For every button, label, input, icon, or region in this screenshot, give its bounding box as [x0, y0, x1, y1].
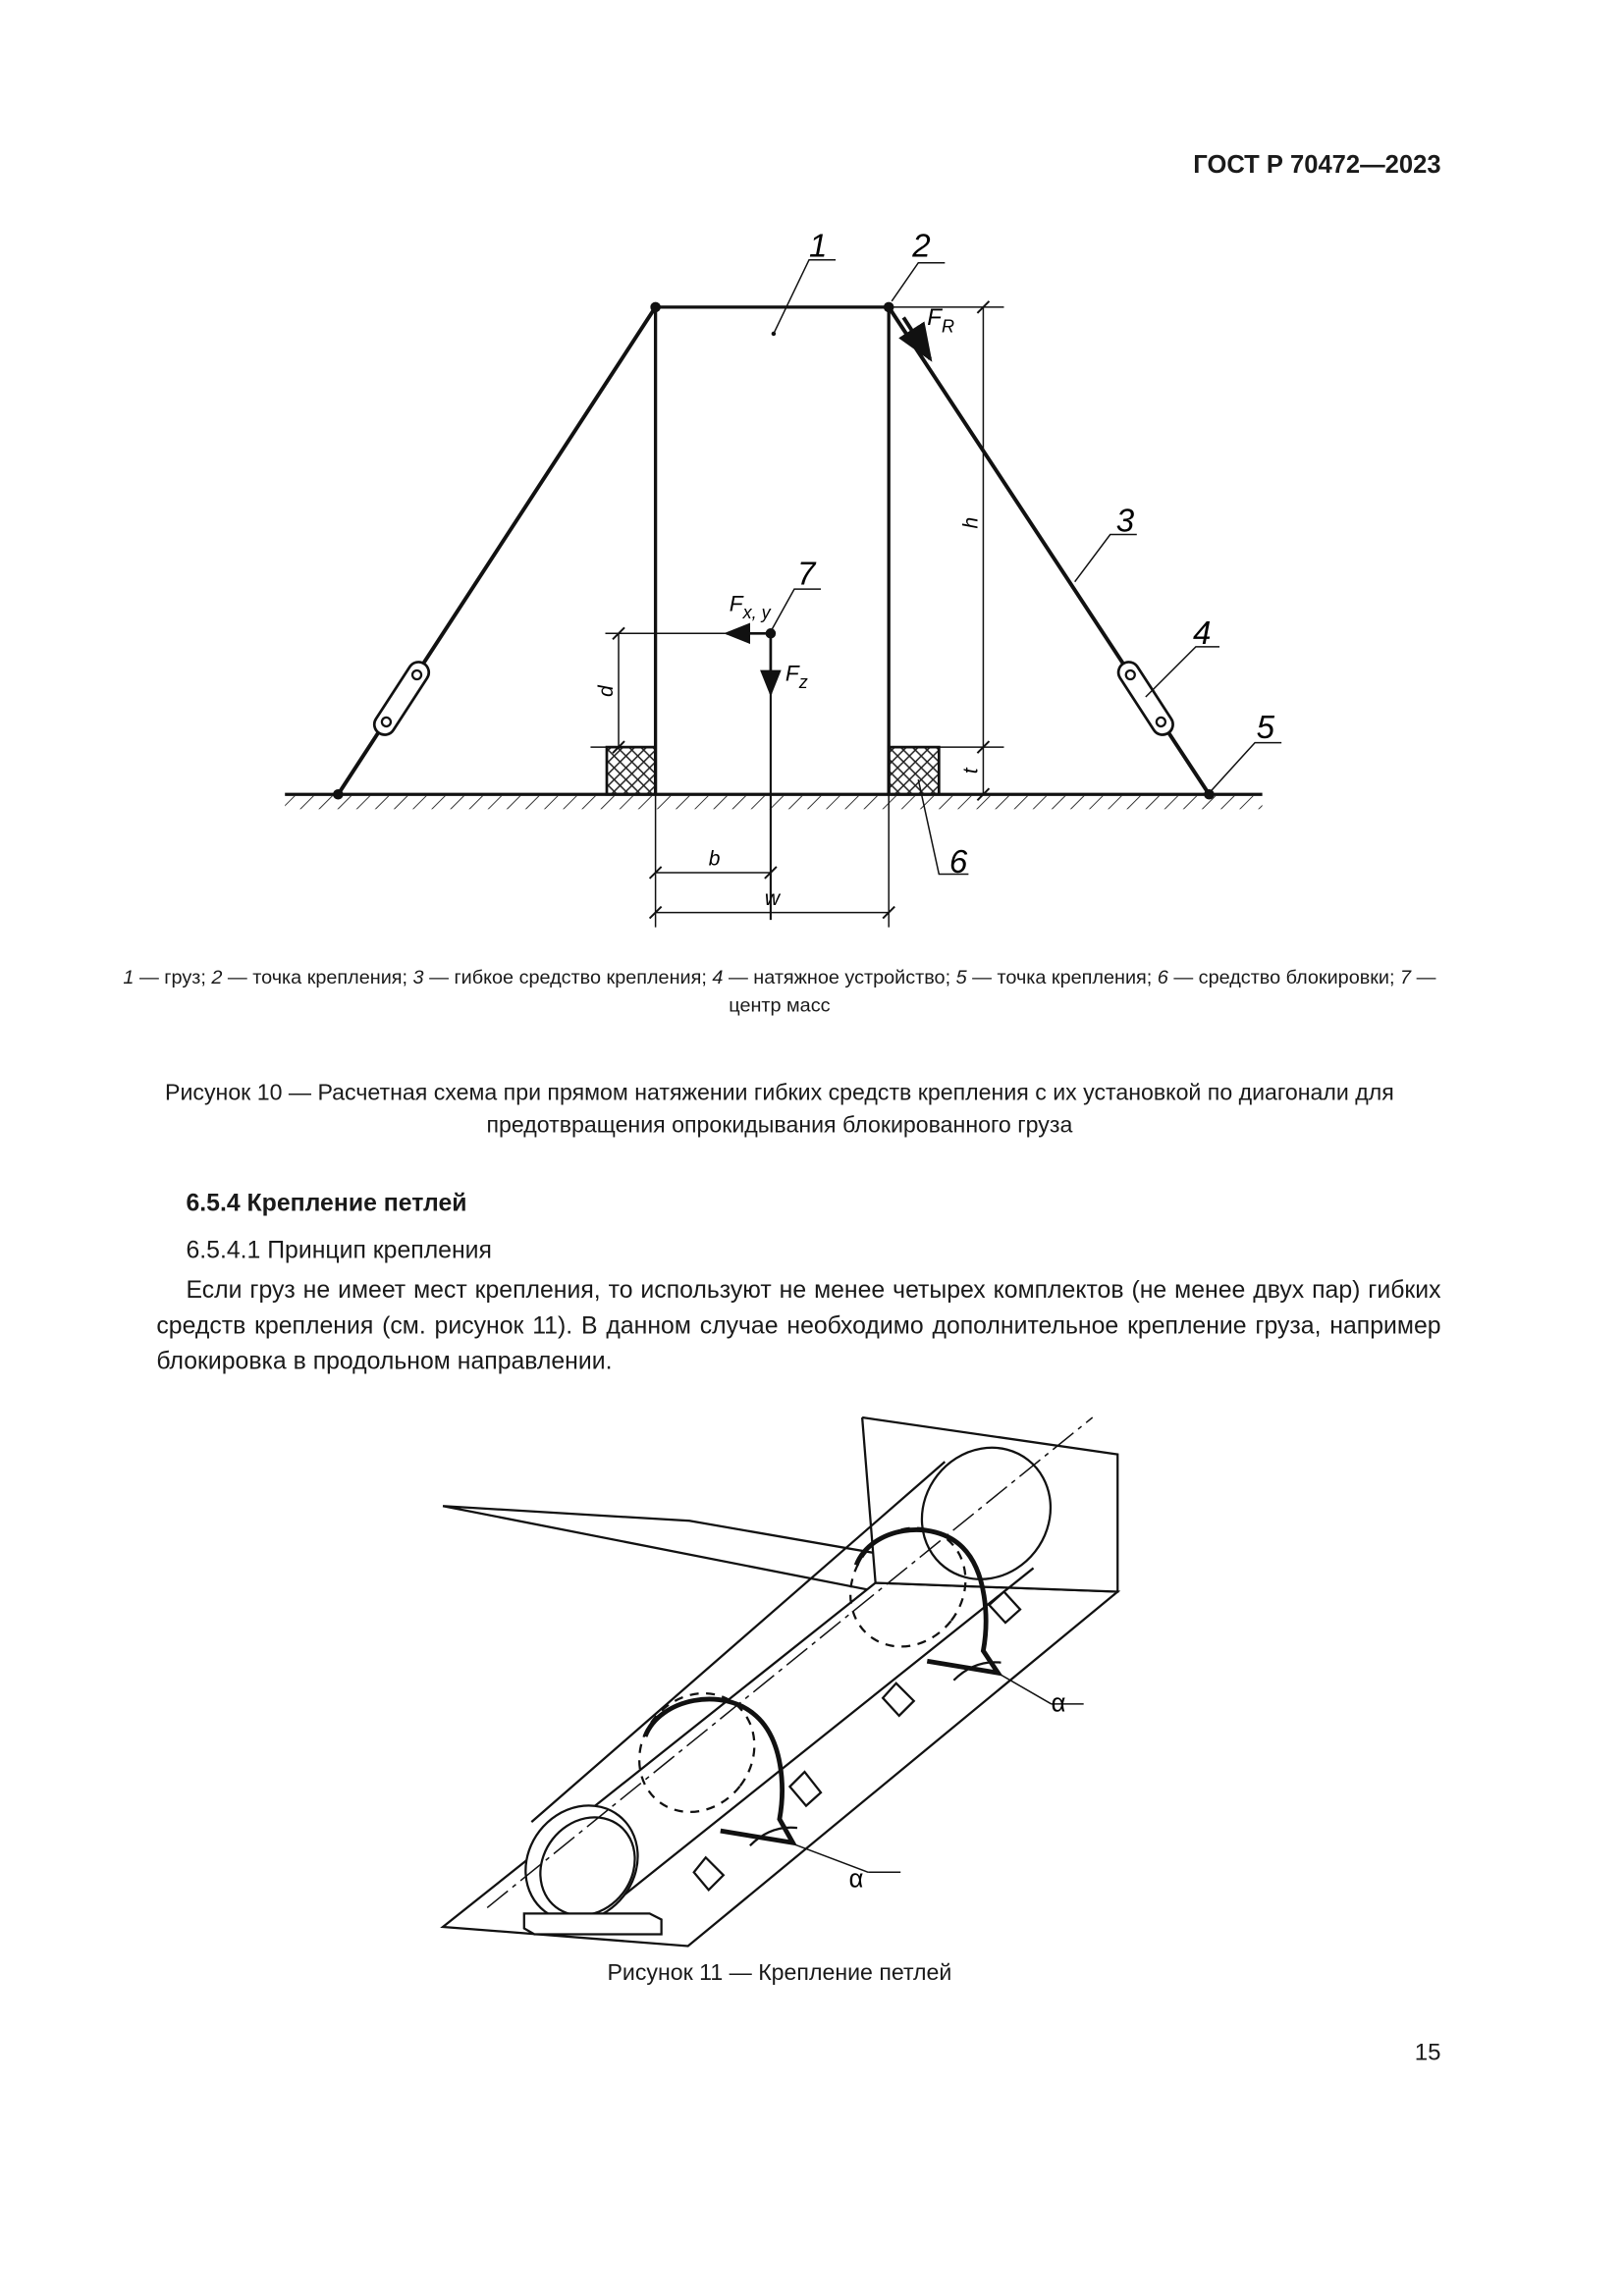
ground-surface — [285, 794, 1262, 809]
legend-item: 2 — точка крепления; — [211, 965, 413, 988]
legend-item: 6 — средство блокировки; — [1157, 965, 1401, 988]
callout-5: 5 — [1256, 710, 1275, 747]
figure-11-caption: Рисунок 11 — Крепление петлей — [607, 1960, 952, 1987]
dim-label-d: d — [595, 685, 619, 697]
figure-10-caption: Рисунок 10 — Расчетная схема при прямом натяжении гибких средств крепления с их установкой по диагонали для предотвращения опрокидывания блокированного груза — [165, 1081, 1394, 1139]
cargo-body — [656, 307, 890, 794]
subsection-heading: 6.5.4.1 Принцип крепления — [186, 1237, 492, 1264]
legend-item: 3 — гибкое средство крепления; — [412, 965, 713, 988]
end-wall — [862, 1417, 1117, 1591]
dim-label-t: t — [959, 768, 983, 774]
blocking-chock-right — [889, 747, 939, 794]
document-header: ГОСТ Р 70472—2023 — [1193, 150, 1441, 180]
dimension-h — [889, 301, 1003, 753]
figure-11-diagram — [0, 1388, 1624, 1949]
callout-4: 4 — [1192, 614, 1212, 652]
callout-1: 1 — [808, 228, 828, 265]
callout-leaders — [772, 260, 1281, 875]
legend-item: 7 — центр масс — [729, 965, 1436, 1016]
dim-label-w: w — [764, 887, 781, 911]
callout-3: 3 — [1115, 503, 1135, 540]
timber-block — [524, 1913, 662, 1934]
lashing-right — [889, 307, 1212, 794]
anchor-point-left — [333, 789, 344, 800]
angle-label-rear: α — [1051, 1689, 1066, 1718]
dim-label-b: b — [708, 847, 721, 871]
callout-6: 6 — [948, 843, 968, 881]
blocking-chock-left — [607, 747, 656, 794]
section-heading: 6.5.4 Крепление петлей — [186, 1190, 467, 1217]
legend-item: 1 — груз; — [123, 965, 212, 988]
anchor-point-right — [1204, 789, 1215, 800]
callout-7: 7 — [796, 556, 816, 593]
figure-10-diagram — [0, 0, 1624, 945]
force-r-label: $F_R$ — [927, 303, 955, 337]
legend-item: 5 — точка крепления; — [955, 965, 1158, 988]
body-paragraph: Если груз не имеет мест крепления, то используют не менее четырех комплектов (не менее двух пар) гибких средств крепления (см. рисунок 11). В данном случае необходимо дополнительное крепление груза, например блокировка в продольном направлении. — [156, 1277, 1441, 1375]
lashing-left — [338, 307, 655, 794]
figure-10-legend — [115, 963, 1443, 1019]
attachment-point-top-left — [650, 302, 661, 313]
page-number: 15 — [1414, 2040, 1441, 2066]
legend-item: 4 — натяжное устройство; — [712, 965, 956, 988]
angle-label-front: α — [848, 1865, 864, 1894]
dim-label-h: h — [959, 516, 983, 529]
force-xy-label: $F_{x, y}$ — [729, 591, 771, 623]
callout-2: 2 — [912, 228, 931, 265]
force-z-label: $F_z$ — [785, 661, 808, 692]
